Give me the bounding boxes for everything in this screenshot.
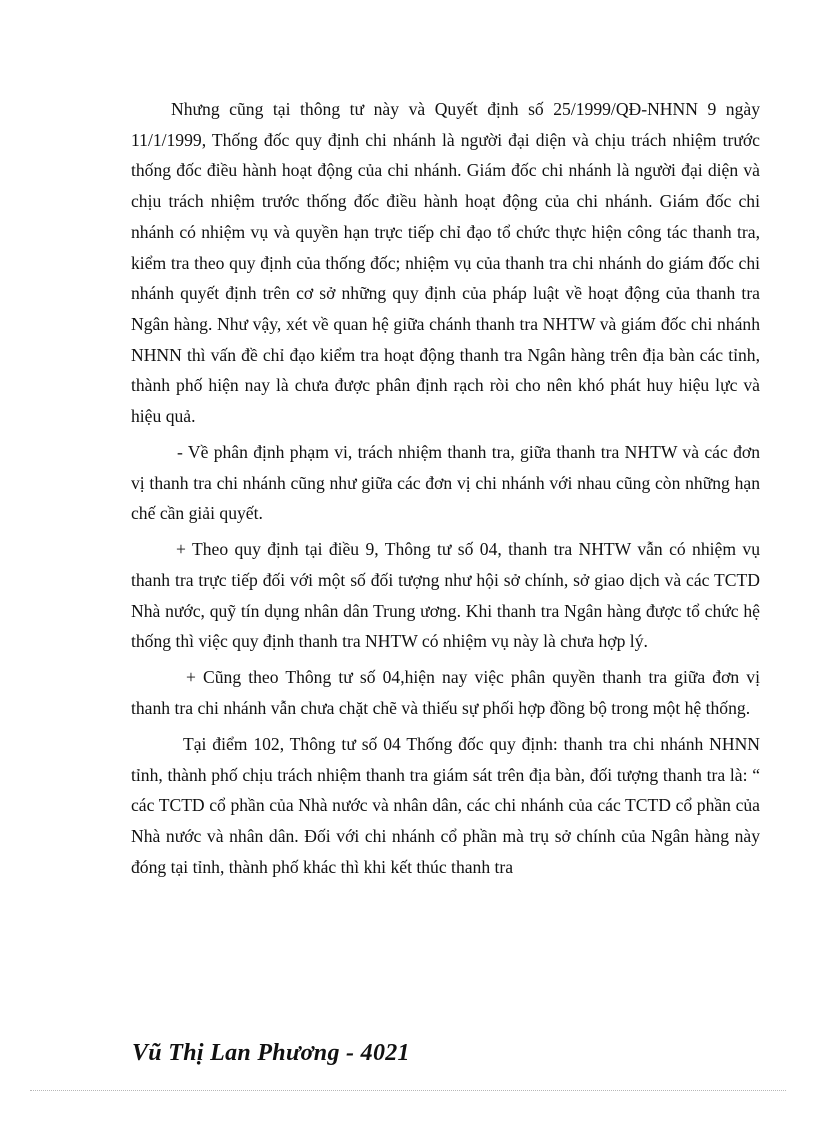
footer-divider <box>30 1090 786 1091</box>
paragraph-3: + Theo quy định tại điều 9, Thông tư số 04, thanh tra NHTW vẫn có nhiệm vụ thanh tra trực tiếp đối với một số đối tượng như hội sở chính, sở giao dịch và các TCTD Nhà nước, quỹ tín dụng nhân dân Trung ương. Khi thanh tra Ngân hàng được tổ chức hệ thống thì việc quy định thanh tra NHTW có nhiệm vụ này là chưa hợp lý. <box>131 539 760 652</box>
document-body <box>131 94 760 888</box>
footer-author: Vũ Thị Lan Phương - 4021 <box>132 1040 410 1066</box>
paragraph-1: Nhưng cũng tại thông tư này và Quyết định số 25/1999/QĐ-NHNN 9 ngày 11/1/1999, Thống đốc quy định chi nhánh là người đại diện và chịu trách nhiệm trước thống đốc điều hành hoạt động của chi nhánh. Giám đốc chi nhánh là người đại diện và chịu trách nhiệm trước thống đốc điều hành hoạt động của chi nhánh. Giám đốc chi nhánh có nhiệm vụ và quyền hạn trực tiếp chỉ đạo tổ chức thực hiện công tác thanh tra, kiểm tra theo quy định của thống đốc; nhiệm vụ của thanh tra chi nhánh do giám đốc chi nhánh quyết định trên cơ sở những quy định của pháp luật về hoạt động của thanh tra Ngân hàng. Như vậy, xét về quan hệ giữa chánh thanh tra NHTW và giám đốc chi nhánh NHNN thì vấn đề chỉ đạo kiểm tra hoạt động thanh tra Ngân hàng trên địa bàn các tỉnh, thành phố hiện nay là chưa được phân định rạch ròi cho nên khó phát huy hiệu lực và hiệu quả. <box>131 99 760 427</box>
paragraph-5: Tại điểm 102, Thông tư số 04 Thống đốc quy định: thanh tra chi nhánh NHNN tỉnh, thành phố chịu trách nhiệm thanh tra giám sát trên địa bàn, đối tượng thanh tra là: “ các TCTD cổ phần của Nhà nước và nhân dân, các chi nhánh của các TCTD cổ phần của Nhà nước và nhân dân. Đối với chi nhánh cổ phần mà trụ sở chính của Ngân hàng này đóng tại tỉnh, thành phố khác thì khi kết thúc thanh tra <box>131 733 760 877</box>
paragraph-4: + Cũng theo Thông tư số 04,hiện nay việc phân quyền thanh tra giữa đơn vị thanh tra chi nhánh vẫn chưa chặt chẽ và thiếu sự phối hợp đồng bộ trong một hệ thống. <box>131 667 760 718</box>
paragraph-2: - Về phân định phạm vi, trách nhiệm thanh tra, giữa thanh tra NHTW và các đơn vị thanh tra chi nhánh cũng như giữa các đơn vị chi nhánh với nhau cũng còn những hạn chế cần giải quyết. <box>131 441 760 524</box>
